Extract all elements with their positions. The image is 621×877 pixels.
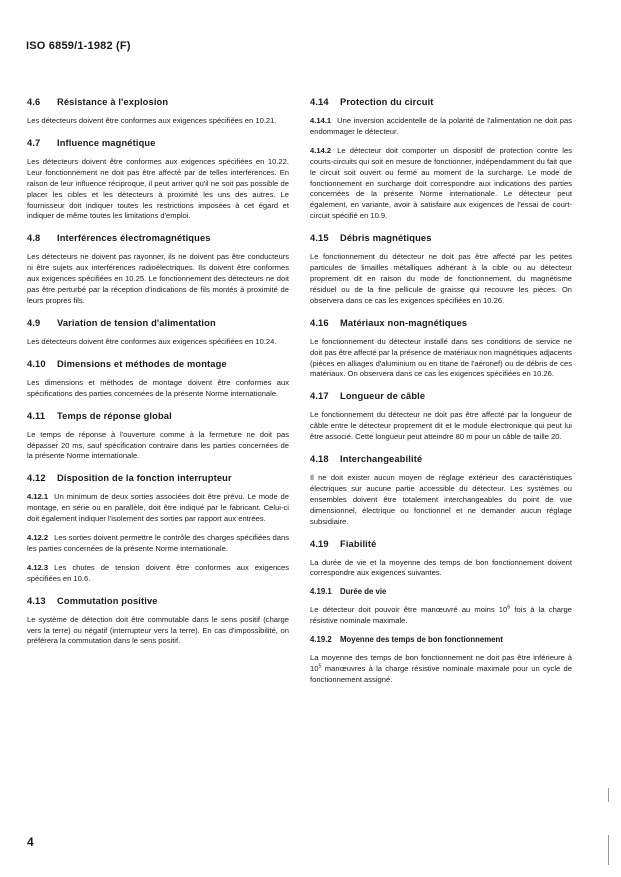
subsection-heading-4-19-2: [310, 635, 572, 646]
paragraph-number: 4.12.1: [27, 492, 49, 502]
section-number: 4.9: [27, 317, 41, 328]
section-4-11: [27, 410, 289, 463]
section-body: Les détecteurs ne doivent pas rayonner, ils ne doivent pas être conducteurs ni être sujets aux interférences radioélectriques. Ils doivent être conformes aux exigences spécifiées en 10.25. Le fonctionnement des détecteurs ne doit pas être perturbé par la réception d'indications de fils montés à proximité de leurs propres fils.: [27, 252, 289, 305]
scan-edge-mark: [608, 788, 609, 802]
section-heading: [310, 317, 572, 329]
document-header: ISO 6859/1-1982 (F): [26, 40, 131, 52]
text-part: La moyenne des temps de bon fonctionnement ne doit pas être inférieure à 10: [310, 653, 572, 673]
section-body: Le fonctionnement du détecteur ne doit pas être affecté par la longueur de câble entre le détecteur proprement dit et le module électronique qui peut lui être associé. Cette longueur peut atteindre 80 m pour un câble de taille 20.: [310, 410, 572, 442]
section-4-15: [310, 232, 572, 307]
exponent: 5: [318, 663, 322, 670]
section-title: Longueur de câble: [340, 391, 426, 402]
section-number: 4.13: [27, 595, 46, 606]
section-title: Disposition de la fonction interrupteur: [57, 473, 232, 484]
paragraph-number: 4.12.3: [27, 562, 49, 572]
section-number: 4.16: [310, 317, 329, 328]
paragraph-number: 4.14.1: [310, 116, 332, 125]
section-4-18: [310, 453, 572, 528]
section-title: Dimensions et méthodes de montage: [57, 358, 227, 369]
section-number: 4.14: [310, 97, 329, 107]
section-heading: [310, 390, 572, 402]
section-heading: [27, 358, 289, 370]
section-4-12: [27, 472, 289, 584]
section-4-19: [310, 538, 572, 686]
exponent: 6: [507, 604, 511, 611]
section-body: Les dimensions et méthodes de montage doivent être conformes aux spécifications des parties concernées de la présente Norme internationale.: [27, 377, 289, 398]
section-heading: [27, 595, 289, 607]
section-body: Le fonctionnement du détecteur installé dans ses conditions de service ne doit pas être affecté par la présence de matériaux non magnétiques adjacents (pièces en alliages d'aluminium ou en titane de l'aéronef) ou de débris de ces matériaux. On observera dans ce cas les exigences spécifiées en 10.26.: [310, 336, 573, 379]
section-title: Interférences électromagnétiques: [57, 233, 211, 244]
subsection-title: Moyenne des temps de bon fonctionnement: [340, 635, 503, 645]
left-column: [27, 96, 289, 657]
section-4-8: [27, 232, 289, 307]
section-4-16: [310, 317, 572, 381]
section-number: 4.11: [27, 410, 46, 421]
paragraph-4-12-2: [27, 533, 289, 555]
section-body: Le système de détection doit être commutable dans le sens positif (charge vers la terre) ou négatif (interrupteur vers la terre). En cas d'impossibilité, on préférera la commutation dans le sens positif.: [27, 614, 289, 646]
section-number: 4.17: [310, 391, 329, 402]
section-heading: [27, 232, 289, 244]
section-heading: [27, 410, 289, 422]
paragraph-4-12-1: [27, 492, 289, 525]
section-number: 4.8: [27, 233, 41, 244]
section-body: Les détecteurs doivent être conformes aux exigences spécifiées en 10.22. Leur fonctionnement ne doit pas être affecté par de telles interférences. En raison de leur influence réciproque, il peut arriver qu'il ne soit pas possible de placer les cibles et les détecteurs à proximité les uns des autres. Le fournisseur doit indiquer toutes les restrictions imposées à cet égard et indiquer de même toutes les limitations d'emploi.: [27, 156, 289, 221]
section-number: 4.7: [27, 137, 41, 148]
subsection-body-4-19-1: [310, 605, 572, 627]
section-heading: [310, 96, 572, 108]
section-body: Les détecteurs doivent être conformes aux exigences spécifiées en 10.21.: [27, 116, 277, 125]
paragraph-number: 4.12.2: [27, 533, 49, 543]
section-4-7: [27, 137, 289, 222]
section-4-6: [27, 96, 289, 127]
section-heading: [310, 232, 572, 244]
section-number: 4.6: [27, 97, 41, 107]
paragraph-text: Un minimum de deux sorties associées doit être prévu. Le mode de montage, en série ou en parallèle, doit être indiqué par le fabricant. Celui-ci doit également indiquer l'isolement des sorties par rapport aux entrées.: [27, 492, 289, 524]
section-body: La durée de vie et la moyenne des temps de bon fonctionnement doivent correspondre aux exigences suivantes.: [310, 557, 572, 578]
section-title: Résistance à l'explosion: [57, 97, 169, 107]
subsection-heading-4-19-1: [310, 587, 572, 598]
section-title: Influence magnétique: [57, 137, 156, 148]
section-title: Fiabilité: [340, 538, 377, 549]
section-number: 4.18: [310, 454, 329, 465]
section-heading: [27, 317, 289, 329]
right-column: [310, 96, 572, 696]
section-title: Protection du circuit: [340, 97, 434, 107]
section-heading: [27, 96, 289, 108]
scan-edge-mark: [608, 835, 609, 865]
section-title: Temps de réponse global: [57, 410, 172, 421]
section-body: Il ne doit exister aucun moyen de réglage extérieur des caractéristiques électriques sur aucune partie accessible du détecteur. Les systèmes ou ensembles doivent être totalement interchangeables du point de vue dimensionnel, électrique ou fonctionnel et ne demander aucun réglage subsidiaire.: [310, 473, 572, 526]
section-body: Les détecteurs doivent être conformes aux exigences spécifiées en 10.24.: [27, 336, 277, 346]
paragraph-text: Les chutes de tension doivent être conformes aux exigences spécifiées en 10.6.: [27, 562, 289, 583]
paragraph-4-12-3: [27, 563, 289, 585]
section-4-17: [310, 390, 572, 443]
section-title: Variation de tension d'alimentation: [57, 317, 216, 328]
section-heading: [310, 453, 572, 465]
section-4-14: [310, 96, 572, 222]
section-heading: [310, 538, 572, 550]
section-heading: [27, 472, 289, 484]
section-number: 4.10: [27, 358, 46, 369]
section-title: Interchangeabilité: [340, 454, 423, 465]
page-number: 4: [27, 835, 34, 849]
text-part: manœuvres à la charge résistive nominale maximale pour un cycle de fonctionnement assigné.: [310, 663, 572, 684]
section-body: Le temps de réponse à l'ouverture comme à la fermeture ne doit pas dépasser 20 ms, sauf spécification contraire dans les parties concernées de la présente Norme internationale.: [27, 429, 289, 461]
section-title: Commutation positive: [57, 595, 158, 606]
paragraph-text: Les sorties doivent permettre le contrôle des charges spécifiées dans les parties concernées de la présente Norme internationale.: [27, 533, 289, 553]
section-body: Le fonctionnement du détecteur ne doit pas être affecté par les petites particules de limailles métalliques adhérant à la cible ou au détecteur proprement dit en raison du mode de fonctionnement, du magnétisme résiduel ou de la fine pellicule de graisse qui recouvre les pièces. On observera dans ce cas les exigences spécifiées en 10.26.: [310, 252, 572, 305]
paragraph-4-14-2: [310, 146, 572, 222]
section-title: Débris magnétiques: [340, 233, 432, 244]
subsection-body-4-19-2: [310, 653, 572, 686]
paragraph-number: 4.14.2: [310, 145, 332, 155]
text-part: fois à la charge résistive nominale maximale.: [310, 605, 572, 626]
section-title: Matériaux non-magnétiques: [340, 317, 468, 328]
subsection-number: 4.19.1: [310, 587, 332, 597]
paragraph-4-14-1: [310, 116, 572, 138]
section-4-13: [27, 595, 289, 648]
section-number: 4.15: [310, 233, 329, 244]
section-number: 4.19: [310, 538, 329, 549]
text-part: Le détecteur doit pouvoir être manœuvré au moins 10: [310, 605, 508, 615]
subsection-number: 4.19.2: [310, 635, 332, 645]
section-4-10: [27, 358, 289, 400]
section-heading: [27, 137, 289, 149]
section-number: 4.12: [27, 473, 46, 484]
section-4-9: [27, 317, 289, 348]
subsection-title: Durée de vie: [340, 587, 387, 597]
paragraph-text: Le détecteur doit comporter un dispositif de protection contre les courts-circuits qui soit en mesure de fonctionner, indépendamment du fait que le circuit soit ouvert ou fermé au moment de la surcharge. Le mode de fonctionnement en surcharge doit correspondre aux indications des parties concernées de la présente Norme internationale. Le détecteur peut également, en variante, avoir à satisfaire aux exigences de l'essai de court-circuit spécifié en 10.9.: [310, 145, 572, 221]
paragraph-text: Une inversion accidentelle de la polarité de l'alimentation ne doit pas endommager le détecteur.: [310, 116, 572, 136]
